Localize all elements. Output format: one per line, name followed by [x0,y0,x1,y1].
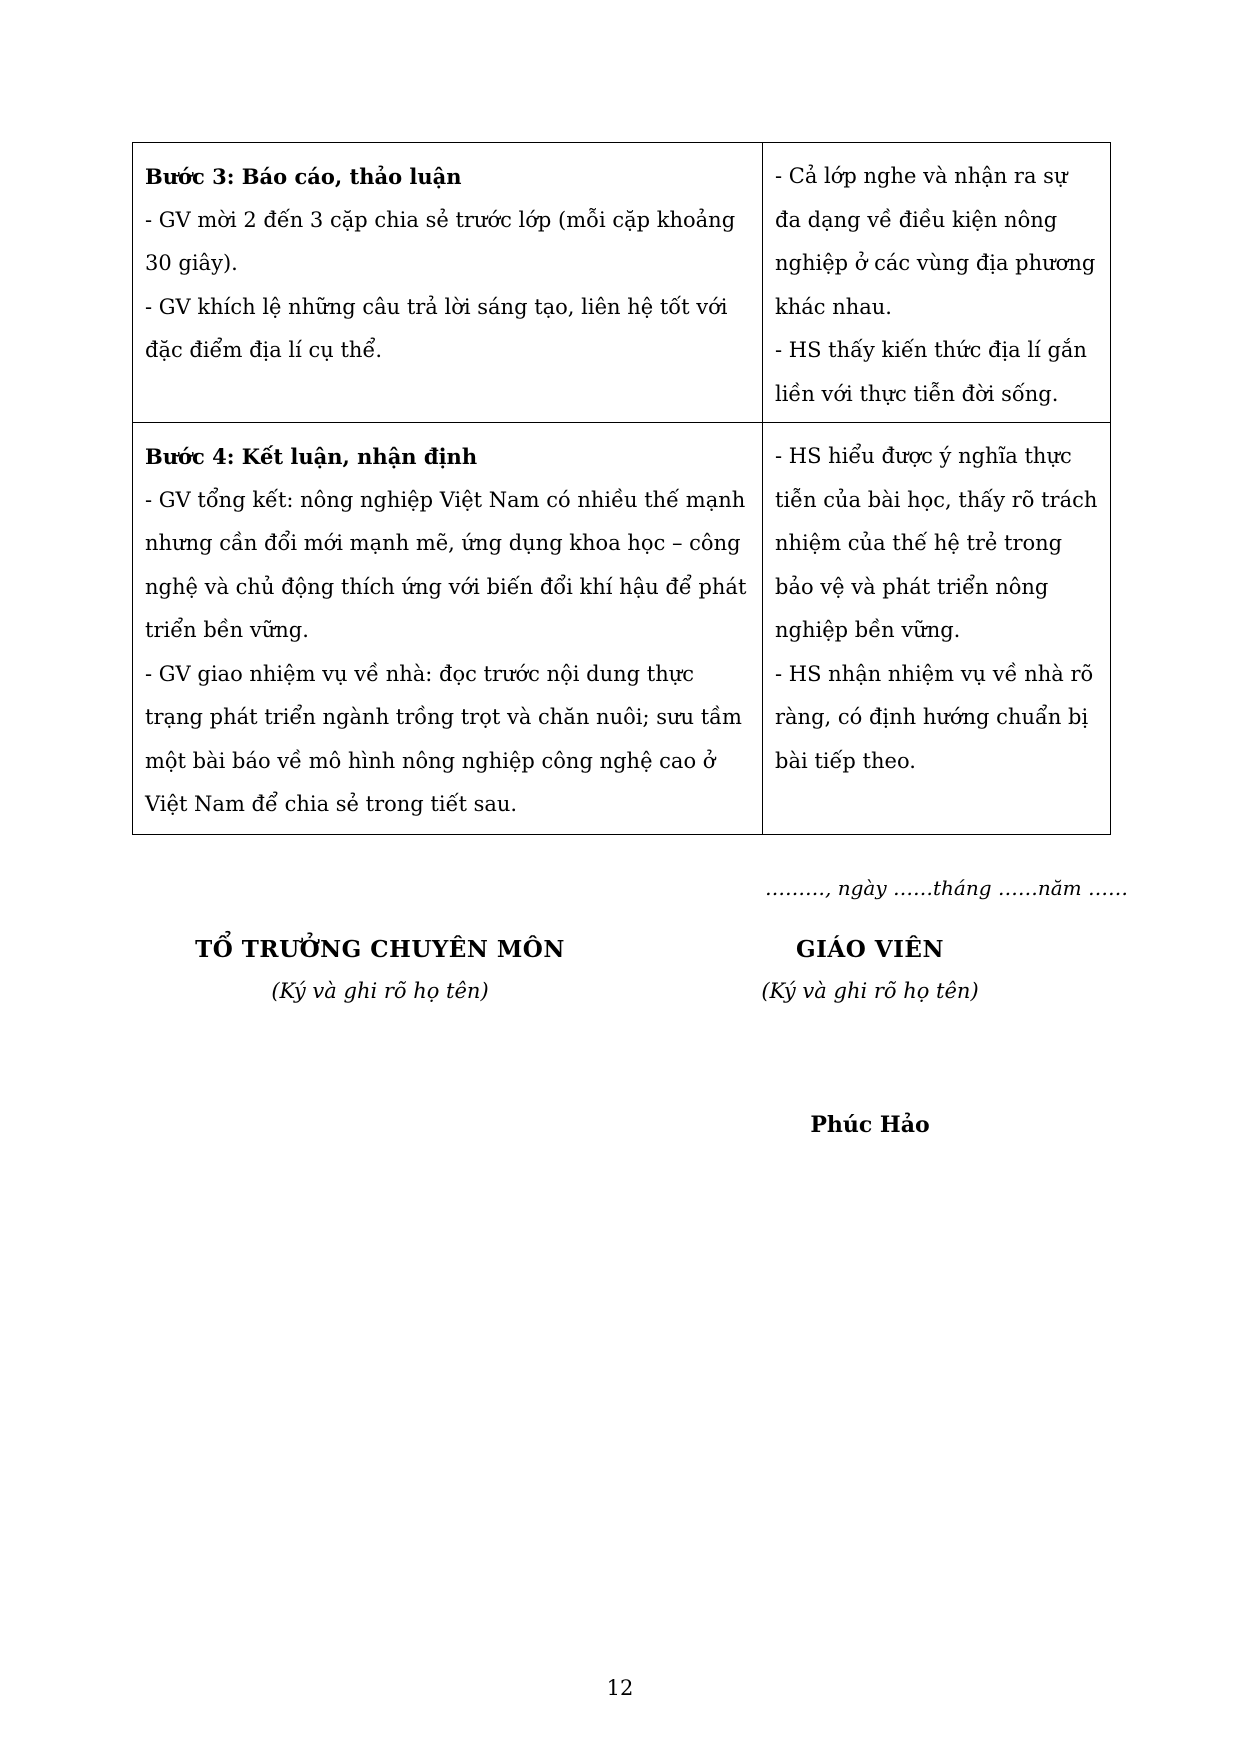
date-line: ………, ngày ……tháng ……năm …… [765,876,1128,900]
cell-paragraph: - GV tổng kết: nông nghiệp Việt Nam có nhiều thế mạnh nhưng cần đổi mới mạnh mẽ, ứng dụng khoa học – công nghệ và chủ động thích ứng với biến đổi khí hậu để phát triển bền vững. [145,487,747,642]
cell-paragraph: - HS thấy kiến thức địa lí gắn liền với thực tiễn đời sống. [775,338,1087,406]
student-outcome-cell [763,423,1111,835]
cell-paragraph: - Cả lớp nghe và nhận ra sự đa dạng về điều kiện nông nghiệp ở các vùng địa phương khác nhau. [775,164,1096,319]
head-of-department-signature-block [180,936,580,1003]
activity-table [132,142,1111,835]
signature-note: (Ký và ghi rõ họ tên) [761,979,979,1003]
student-outcome-cell [763,143,1111,423]
cell-paragraph: - HS hiểu được ý nghĩa thực tiễn của bài học, thấy rõ trách nhiệm của thế hệ trẻ trong bảo vệ và phát triển nông nghiệp bền vững. [775,444,1098,642]
cell-paragraph: - GV khích lệ những câu trả lời sáng tạo, liên hệ tốt với đặc điểm địa lí cụ thể. [145,294,728,362]
table-row [133,143,1111,423]
signature-title: TỔ TRƯỞNG CHUYÊN MÔN [195,936,565,963]
cell-paragraph: - GV giao nhiệm vụ về nhà: đọc trước nội dung thực trạng phát triển ngành trồng trọt và chăn nuôi; sưu tầm một bài báo về mô hình nông nghiệp công nghệ cao ở Việt Nam để chia sẻ trong tiết sau. [145,661,742,816]
cell-paragraph: - GV mời 2 đến 3 cặp chia sẻ trước lớp (mỗi cặp khoảng 30 giây). [145,207,736,275]
step-title: Bước 3: Báo cáo, thảo luận [145,164,462,189]
teacher-activity-cell [133,143,763,423]
signature-note: (Ký và ghi rõ họ tên) [271,979,489,1003]
teacher-signature-block [720,936,1020,1003]
teacher-activity-cell [133,423,763,835]
page-number: 12 [606,1676,634,1700]
signature-title: GIÁO VIÊN [796,936,944,963]
step-title: Bước 4: Kết luận, nhận định [145,444,478,469]
cell-paragraph: - HS nhận nhiệm vụ về nhà rõ ràng, có định hướng chuẩn bị bài tiếp theo. [775,661,1094,773]
table-row [133,423,1111,835]
signer-name: Phúc Hảo [810,1112,930,1138]
